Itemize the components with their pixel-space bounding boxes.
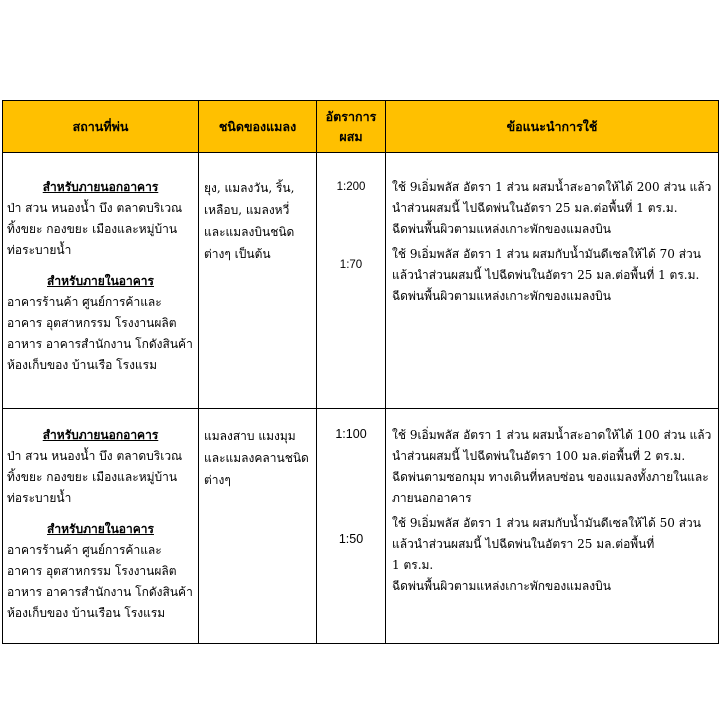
rate-outdoor: 1:100 (335, 427, 367, 441)
advice-line: ใช้ 9เอิ่มพลัส อัตรา 1 ส่วน ผสมน้ำสะอาดให้ได้ 200 ส่วน แล้ว (392, 180, 712, 194)
rate-cell (317, 409, 386, 644)
place-cell (3, 409, 199, 644)
outdoor-title: สำหรับภายนอกอาคาร (42, 180, 159, 194)
table-row (3, 153, 719, 409)
advice-line: ใช้ 9เอิ่มพลัส อัตรา 1 ส่วน ผสมกับน้ำมันดีเซลให้ได้ 70 ส่วน (392, 247, 701, 261)
header-row (3, 101, 719, 153)
advice-indoor (392, 513, 712, 597)
advice-line: นำส่วนผสมนี้ ไปฉีดพ่นในอัตรา 25 มล.ต่อพื้นที่ 1 ตร.ม. (392, 201, 678, 215)
indoor-block (7, 271, 194, 376)
pest-cell: ยุง, แมลงวัน, ริ้น, เหลือบ, แมลงหวี่ และแมลงบินชนิดต่างๆ เป็นต้น (199, 153, 317, 409)
outdoor-block (7, 425, 194, 509)
advice-line: ภายนอกอาคาร (392, 491, 472, 505)
rate-indoor: 1:50 (338, 532, 364, 546)
place-cell (3, 153, 199, 409)
indoor-title: สำหรับภายในอาคาร (47, 274, 154, 288)
indoor-block (7, 519, 194, 624)
header-rate: อัตราการผสม (317, 101, 386, 153)
advice-cell (386, 409, 719, 644)
advice-indoor (392, 244, 712, 307)
advice-line: ฉีดพ่นพื้นผิวตามแหล่งเกาะพักของแมลงบิน (392, 289, 611, 303)
rate-cell (317, 153, 386, 409)
advice-line: ฉีดพ่นตามซอกมุม ทางเดินที่หลบซ่อน ของแมลงทั้งภายในและ (392, 470, 709, 484)
outdoor-locations: ป่า สวน หนองน้ำ บึง ตลาดบริเวณ ทิ้งขยะ กองขยะ เมืองและหมู่บ้าน ท่อระบายน้ำ (7, 449, 183, 505)
pest-cell: แมลงสาบ แมงมุม และแมลงคลานชนิดต่างๆ (199, 409, 317, 644)
advice-outdoor (392, 177, 712, 240)
header-place: สถานที่พ่น (3, 101, 199, 153)
advice-line: ฉีดพ่นพื้นผิวตามแหล่งเกาะพักของแมลงบิน (392, 222, 611, 236)
advice-line: นำส่วนผสมนี้ ไปฉีดพ่นในอัตรา 100 มล.ต่อพื้นที่ 2 ตร.ม. (392, 449, 686, 463)
advice-line: ใช้ 9เอิ่มพลัส อัตรา 1 ส่วน ผสมน้ำสะอาดให้ได้ 100 ส่วน แล้ว (392, 428, 712, 442)
advice-line: แล้วนำส่วนผสมนี้ ไปฉีดพ่นในอัตรา 25 มล.ต่อพื้นที่ 1 ตร.ม. (392, 268, 700, 282)
outdoor-title: สำหรับภายนอกอาคาร (42, 428, 159, 442)
rate-outdoor: 1:200 (336, 181, 366, 193)
advice-cell (386, 153, 719, 409)
advice-line: ใช้ 9เอิ่มพลัส อัตรา 1 ส่วน ผสมกับน้ำมันดีเซลให้ได้ 50 ส่วน (392, 516, 701, 530)
header-pest: ชนิดของแมลง (199, 101, 317, 153)
usage-table (2, 100, 719, 644)
indoor-title: สำหรับภายในอาคาร (47, 522, 154, 536)
table-row (3, 409, 719, 644)
header-advice: ข้อแนะนำการใช้ (386, 101, 719, 153)
outdoor-block (7, 177, 194, 261)
advice-line: ฉีดพ่นพื้นผิวตามแหล่งเกาะพักของแมลงบิน (392, 579, 611, 593)
outdoor-locations: ป่า สวน หนองน้ำ บึง ตลาดบริเวณ ทิ้งขยะ กองขยะ เมืองและหมู่บ้าน ท่อระบายน้ำ (7, 201, 183, 257)
indoor-locations: อาคารร้านค้า ศูนย์การค้าและ อาคาร อุตสาหกรรม โรงงานผลิต อาหาร อาคารสำนักงาน โกดังสินค้า ห้องเก็บของ บ้านเรือ โรงแรม (7, 295, 193, 372)
advice-line: แล้วนำส่วนผสมนี้ ไปฉีดพ่นในอัตรา 25 มล.ต่อพื้นที่ (392, 537, 655, 551)
advice-line: 1 ตร.ม. (392, 558, 434, 572)
rate-indoor: 1:70 (339, 259, 363, 271)
advice-outdoor (392, 425, 712, 509)
indoor-locations: อาคารร้านค้า ศูนย์การค้าและ อาคาร อุตสาหกรรม โรงงานผลิต อาหาร อาคารสำนักงาน โกดังสินค้า ห้องเก็บของ บ้านเรือน โรงแรม (7, 543, 193, 620)
